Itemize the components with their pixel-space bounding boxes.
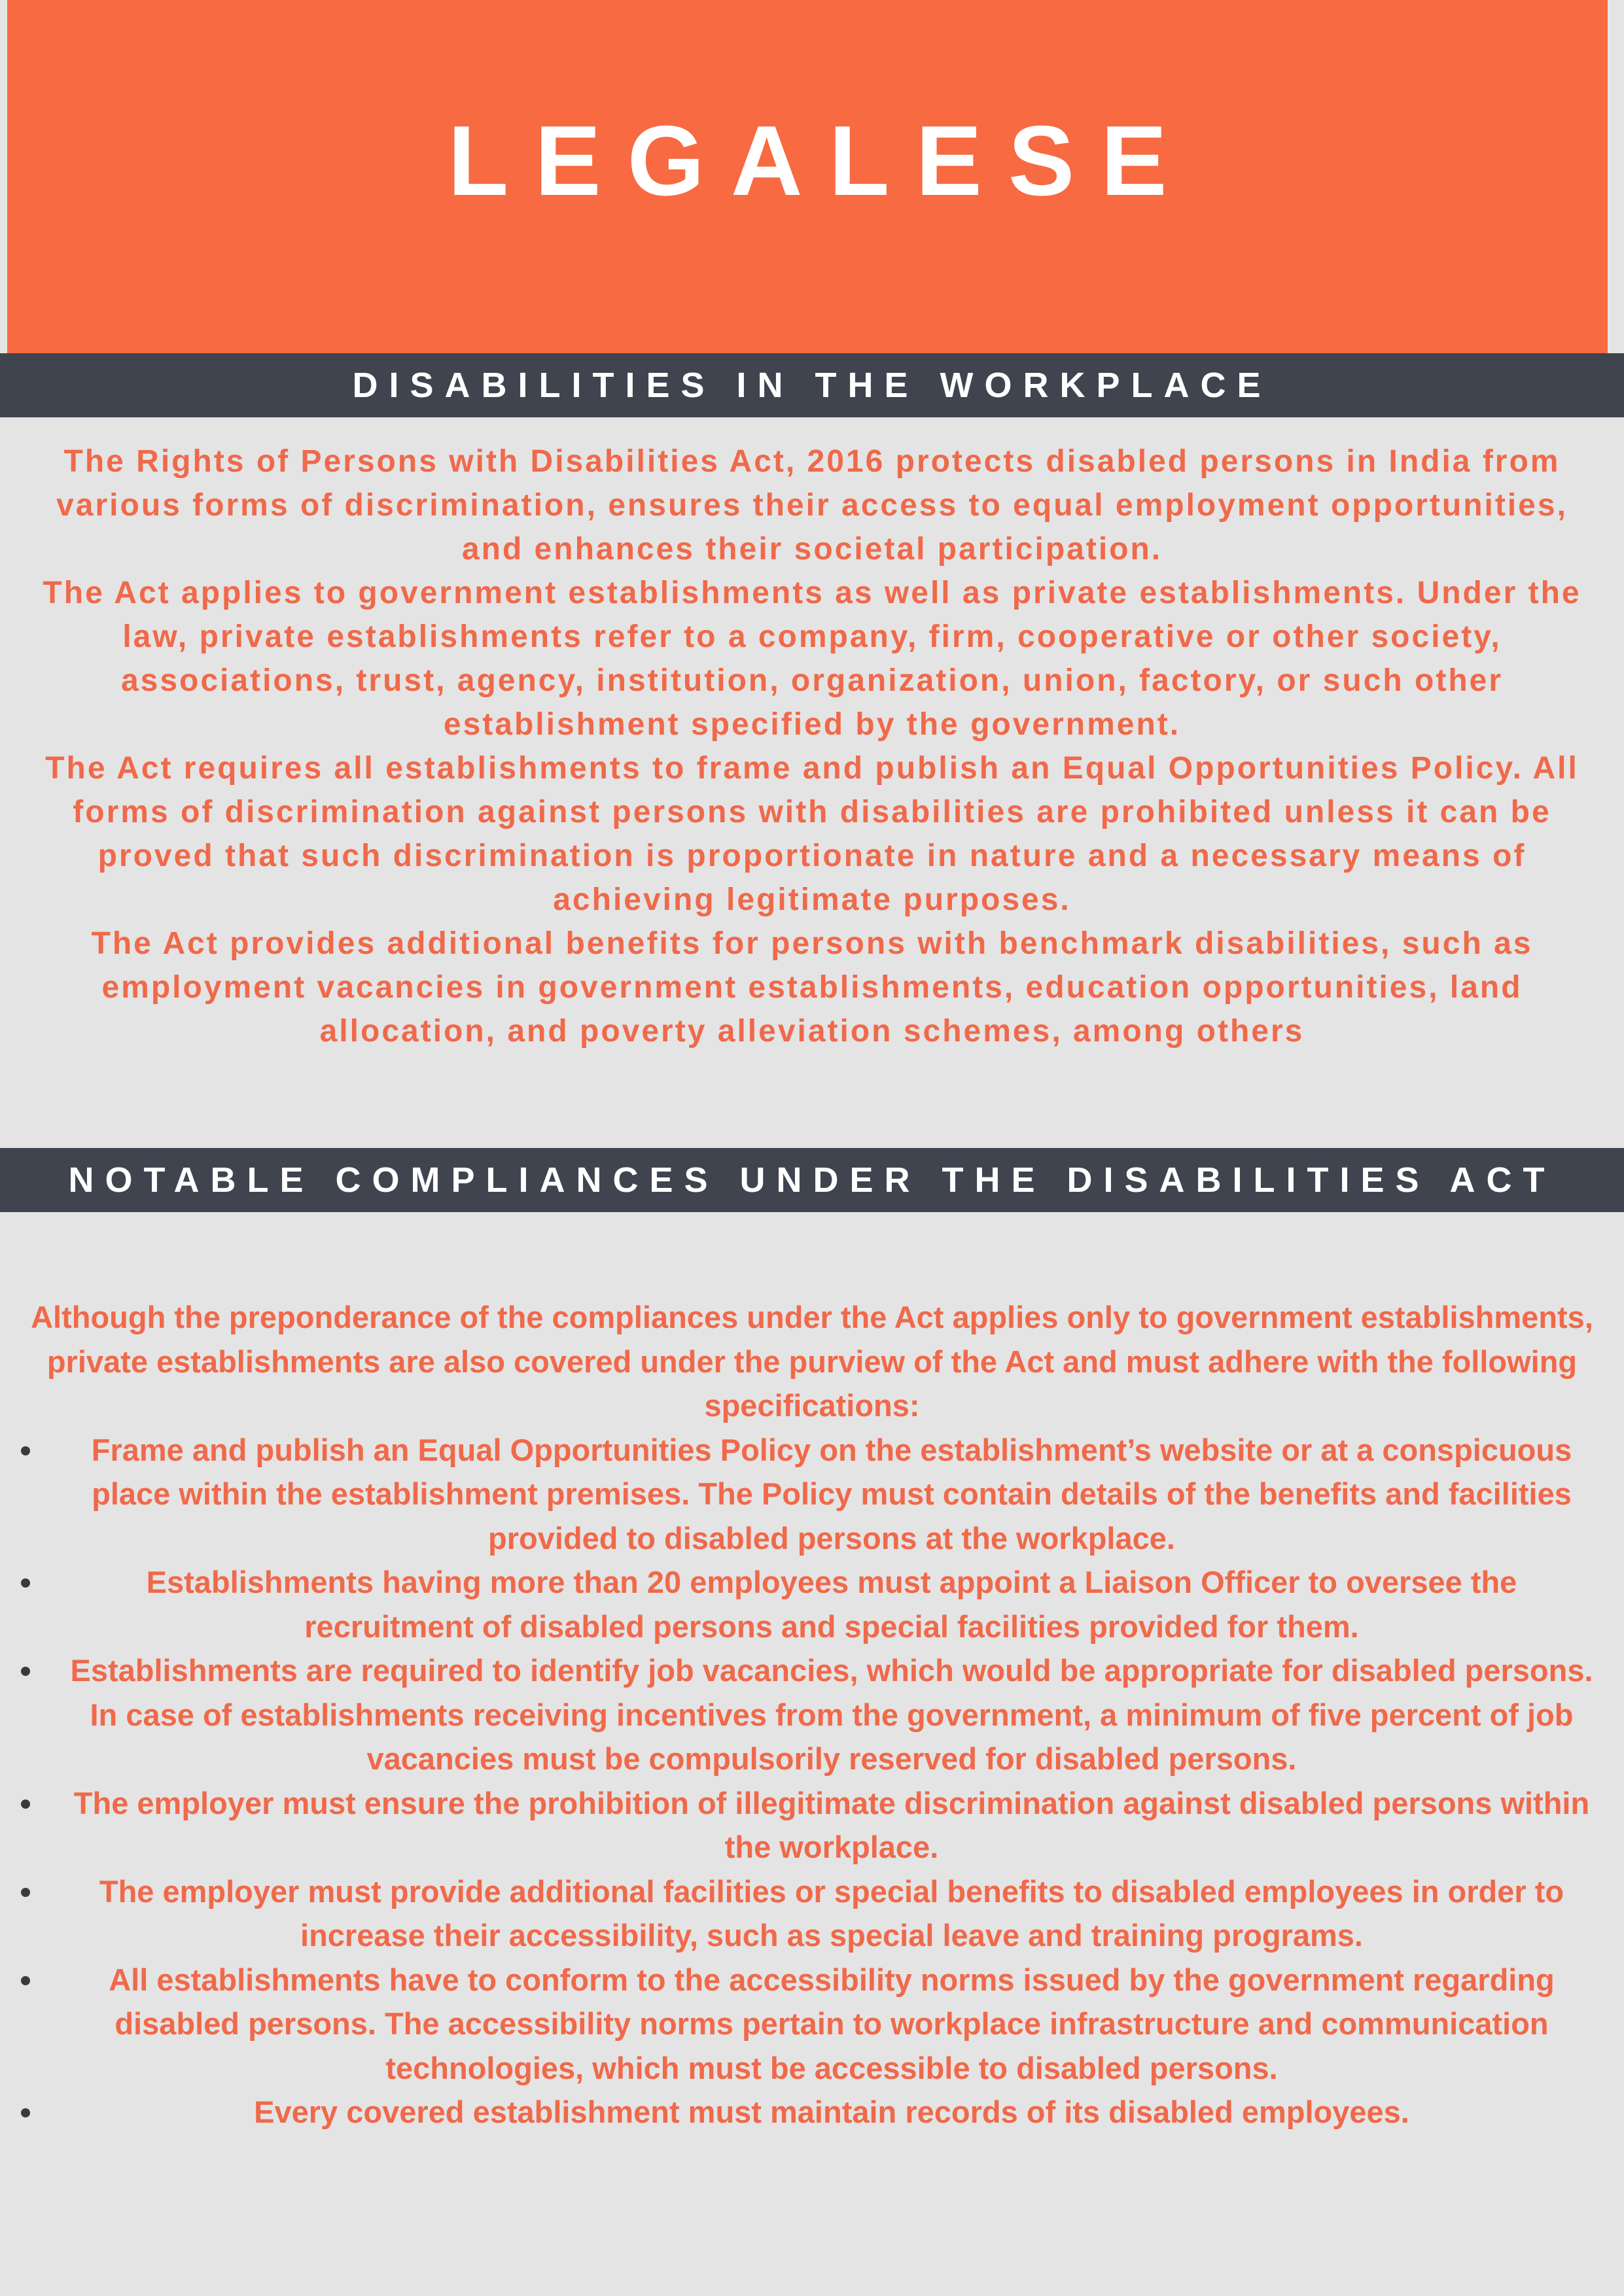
page-title: LEGALESE — [448, 105, 1193, 217]
compliance-list — [26, 1428, 1598, 2134]
paragraph: The Rights of Persons with Disabilities Act, 2016 protects disabled persons in India from various forms of discrimination, ensures their access to equal employment opportunities, and enhances their societal participation. — [56, 444, 1568, 566]
list-item: The employer must ensure the prohibition of illegitimate discrimination against disabled persons within the workplace. — [65, 1781, 1598, 1870]
paragraph: The Act applies to government establishments as well as private establishments. Under the law, private establishments refer to a company, firm, cooperative or other society, associations, trust, agency, institution, organization, union, factory, or such other establishment specified by the government. — [43, 576, 1581, 742]
section-heading-disabilities-in-workplace: DISABILITIES IN THE WORKPLACE — [0, 353, 1624, 417]
intro-paragraph: Although the preponderance of the compliances under the Act applies only to government establishments, private establishments are also covered under the purview of the Act and must adhere with the following specifications: — [31, 1300, 1593, 1423]
paragraph: The Act requires all establishments to frame and publish an Equal Opportunities Policy. All forms of discrimination against persons with disabilities are prohibited unless it can be proved that such discrimination is proportionate in nature and a necessary means of achieving legitimate purposes. — [45, 751, 1579, 917]
list-item: Establishments having more than 20 employees must appoint a Liaison Officer to oversee the recruitment of disabled persons and special facilities provided for them. — [65, 1560, 1598, 1648]
list-item: Establishments are required to identify job vacancies, which would be appropriate for disabled persons. In case of establishments receiving incentives from the government, a minimum of five percent of job vacancies must be compulsorily reserved for disabled persons. — [65, 1648, 1598, 1781]
section-heading-notable-compliances: NOTABLE COMPLIANCES UNDER THE DISABILITIES ACT — [0, 1148, 1624, 1212]
section-two-body — [26, 1295, 1598, 2134]
list-item: Every covered establishment must maintain records of its disabled employees. — [65, 2090, 1598, 2134]
list-item: The employer must provide additional facilities or special benefits to disabled employees in order to increase their accessibility, such as special leave and training programs. — [65, 1870, 1598, 1958]
list-item: Frame and publish an Equal Opportunities Policy on the establishment’s website or at a conspicuous place within the establishment premises. The Policy must contain details of the benefits and facilities provided to disabled persons at the workplace. — [65, 1428, 1598, 1561]
masthead-banner — [7, 0, 1608, 353]
list-item: All establishments have to conform to the accessibility norms issued by the government regarding disabled persons. The accessibility norms pertain to workplace infrastructure and communication technologies, which must be accessible to disabled persons. — [65, 1958, 1598, 2091]
section-one-body — [26, 440, 1598, 1053]
paragraph: The Act provides additional benefits for persons with benchmark disabilities, such as employment vacancies in government establishments, education opportunities, land allocation, and poverty alleviation schemes, among others — [91, 926, 1533, 1049]
